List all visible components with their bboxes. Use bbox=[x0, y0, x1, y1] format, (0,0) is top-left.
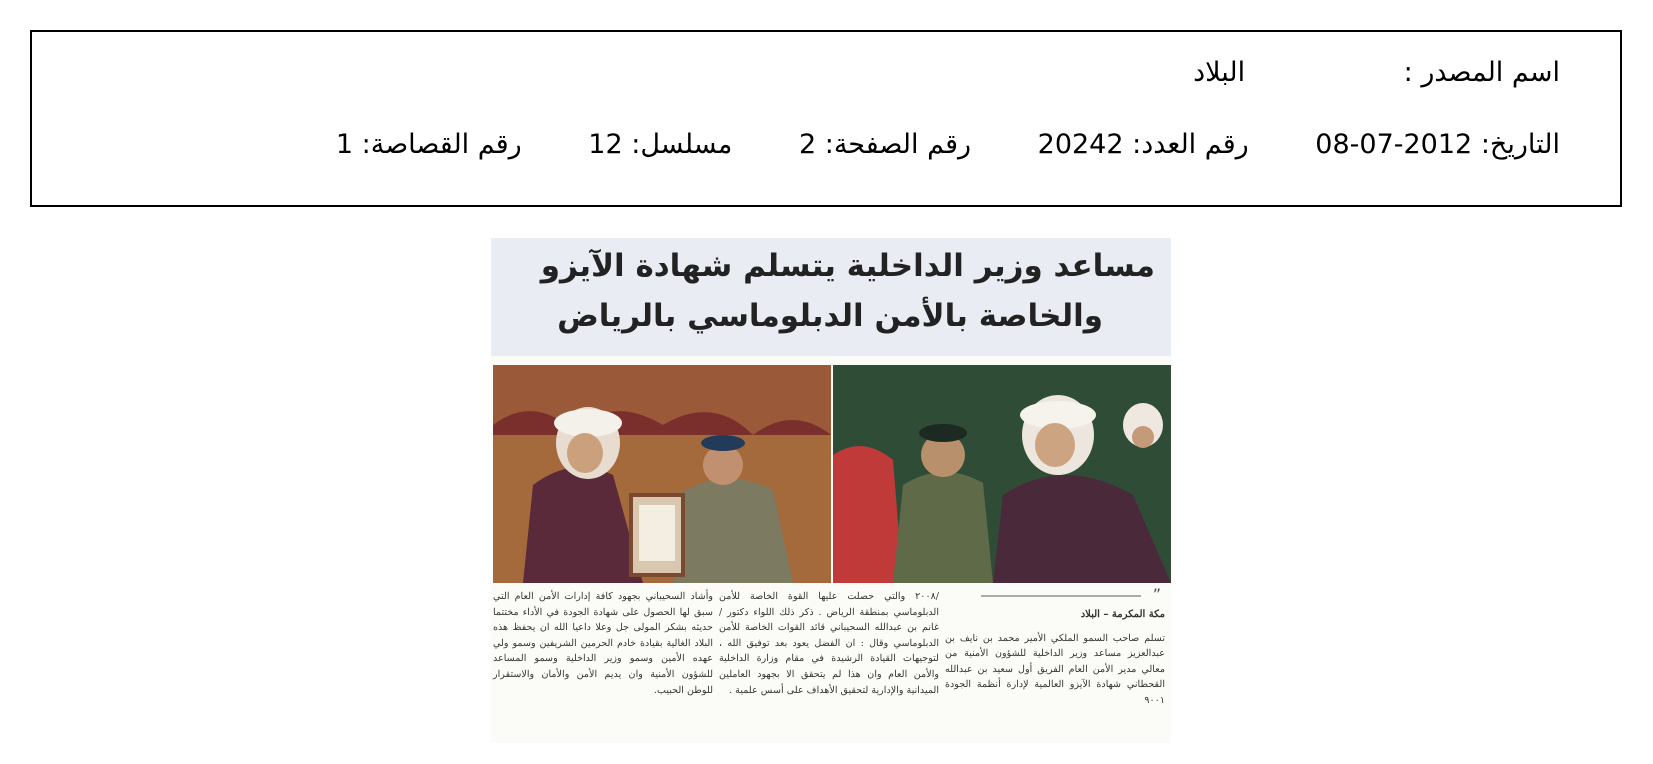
headline-line-2: والخاصة بالأمن الدبلوماسي بالرياض bbox=[557, 298, 1103, 334]
officials-group-illustration bbox=[833, 365, 1171, 583]
serial-field bbox=[588, 129, 732, 160]
clipping-label: رقم القصاصة: bbox=[361, 129, 522, 160]
article-column-1 bbox=[945, 585, 1165, 709]
source-label: اسم المصدر : bbox=[1403, 57, 1560, 88]
issue-field bbox=[1038, 129, 1249, 160]
serial-label: مسلسل: bbox=[631, 129, 733, 160]
source-info-box bbox=[30, 30, 1622, 207]
date-value: 2012-07-08 bbox=[1315, 129, 1473, 160]
article-body bbox=[491, 585, 1171, 743]
quote-mark: ” bbox=[1152, 585, 1161, 604]
headline-band bbox=[491, 238, 1171, 356]
article-column-1-text: تسلم صاحب السمو الملكي الأمير محمد بن نايف بن عبدالعزيز مساعد وزير الداخلية للشؤون الأمنية من معالي مدير الأمن العام الفريق أول سعيد بن عبدالله القحطاني شهادة الآيزو العالمية لإدارة أنظمة الجودة ٩٠٠١ bbox=[945, 632, 1165, 706]
date-label: التاريخ: bbox=[1480, 129, 1560, 160]
certificate-handover-illustration bbox=[493, 365, 831, 583]
certificate-handover-photo bbox=[493, 365, 831, 583]
page-value: 2 bbox=[798, 129, 817, 160]
page-label: رقم الصفحة: bbox=[824, 129, 972, 160]
issue-details-row bbox=[336, 129, 1560, 160]
quote-rule bbox=[981, 595, 1141, 597]
source-row bbox=[1193, 57, 1560, 88]
issue-label: رقم العدد: bbox=[1132, 129, 1249, 160]
source-value: البلاد bbox=[1193, 57, 1246, 88]
byline: مكة المكرمة – البلاد bbox=[1080, 609, 1165, 620]
issue-value: 20242 bbox=[1037, 129, 1124, 160]
headline-line-1: مساعد وزير الداخلية يتسلم شهادة الآيزو bbox=[540, 248, 1155, 284]
date-field bbox=[1315, 129, 1560, 160]
clipping-value: 1 bbox=[335, 129, 354, 160]
article-column-2: /٢٠٠٨ والتي حصلت عليها القوة الخاصة للأمن الدبلوماسي بمنطقة الرياض . ذكر ذلك اللواء دكتور / غانم بن عبدالله السحيباني قائد القوات الخاصة للأمن الدبلوماسي وقال : ان الفضل يعود بعد توفيق الله ، لتوجيهات القيادة الرشيدة في مقام وزارة الداخلية والأمن العام وان هذا لم يتحقق الا بجهود العاملين الميدانية والإدارية لتحقيق الأهداف على أسس علمية . bbox=[719, 591, 939, 696]
clipping-field bbox=[336, 129, 522, 160]
newspaper-clipping bbox=[491, 238, 1171, 743]
serial-value: 12 bbox=[588, 129, 623, 160]
page-field bbox=[799, 129, 971, 160]
officials-group-photo bbox=[833, 365, 1171, 583]
article-column-3: وأشاد السحيباني بجهود كافة إدارات الأمن العام التي سبق لها الحصول على شهادة الجودة في الأداء مختتما حديثه بشكر المولى جل وعلا داعيا الله ان يحفظ هذه البلاد الغالية بقيادة خادم الحرمين الشريفين وسمو ولي عهده الأمين وسمو وزير الداخلية وسمو المساعد للشؤون الأمنية وان يديم الأمن والأمان والاستقرار للوطن الحبيب. bbox=[493, 591, 713, 696]
